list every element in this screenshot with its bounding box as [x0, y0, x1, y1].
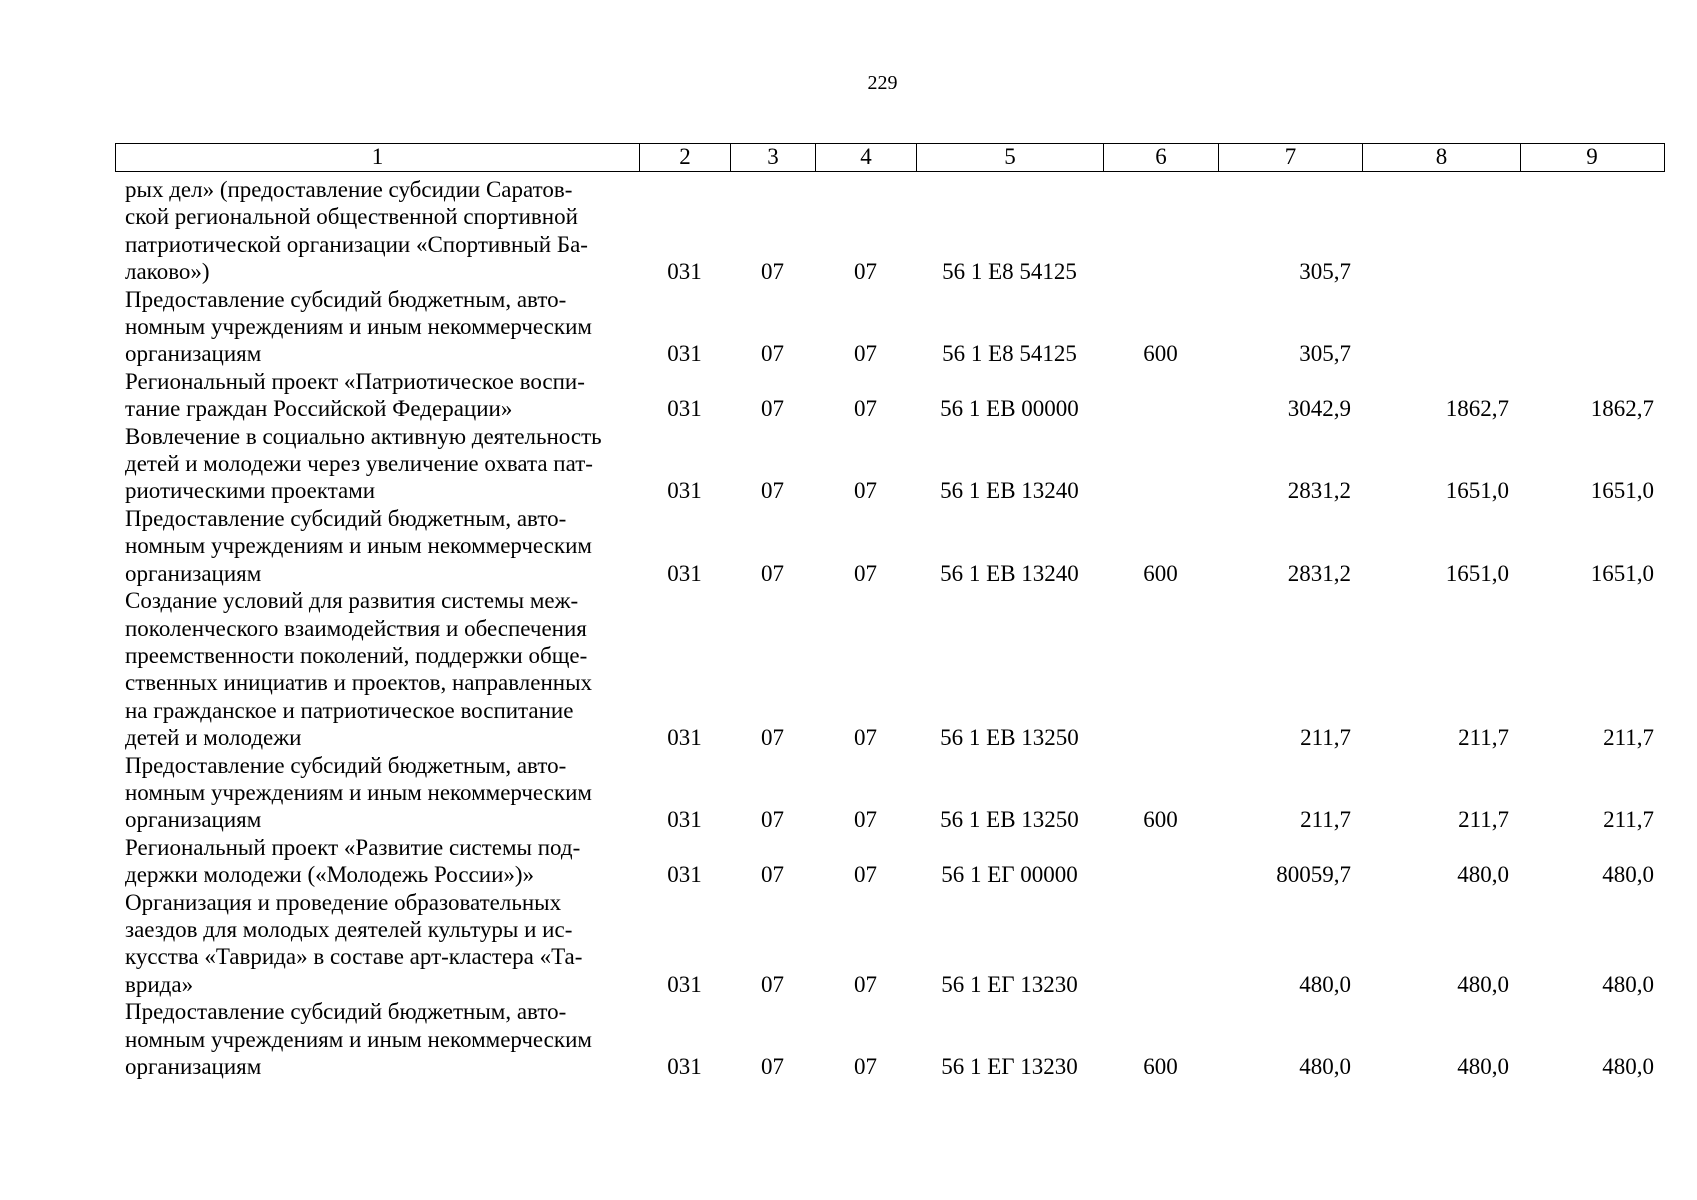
cell-amount-col8: 211,7 [1458, 807, 1509, 833]
cell-amount-col7: 80059,7 [1276, 862, 1351, 888]
cell-subsection: 07 [854, 560, 877, 586]
cell-admin-code: 031 [667, 971, 702, 997]
description-line: ской региональной общественной спортивной [125, 204, 578, 230]
cell-section: 07 [761, 725, 784, 751]
cell-target-article: 56 1 ЕГ 00000 [941, 862, 1078, 888]
cell-section: 07 [761, 560, 784, 586]
cell-admin-code: 031 [667, 478, 702, 504]
cell-admin-code: 031 [667, 862, 702, 888]
description-line: детей и молодежи через увеличение охвата пат- [125, 451, 593, 477]
cell-target-article: 56 1 Е8 54125 [942, 341, 1077, 367]
table-body [115, 176, 1665, 1080]
description-line: Региональный проект «Патриотическое воспи- [125, 368, 585, 394]
description-line: номным учреждениям и иным некоммерческим [125, 533, 592, 559]
description-line: Вовлечение в социально активную деятельность [125, 423, 602, 449]
cell-amount-col7: 211,7 [1300, 725, 1351, 751]
cell-subsection: 07 [854, 971, 877, 997]
cell-amount-col9: 480,0 [1602, 1054, 1654, 1079]
row-description [115, 889, 639, 999]
description-line: Предоставление субсидий бюджетным, авто- [125, 505, 567, 531]
description-line: заездов для молодых деятелей культуры и ис- [125, 916, 573, 942]
cell-subsection: 07 [854, 259, 877, 285]
cell-amount-col7: 480,0 [1299, 971, 1351, 997]
page-number: 229 [867, 72, 898, 94]
description-line: патриотической организации «Спортивный Ба- [125, 231, 588, 257]
cell-amount-col8: 1862,7 [1445, 396, 1509, 422]
description-line: организациям [125, 807, 262, 833]
description-line: детей и молодежи [125, 725, 302, 751]
cell-subsection: 07 [854, 1054, 877, 1079]
cell-amount-col9: 211,7 [1603, 725, 1654, 751]
table-header [115, 143, 1665, 172]
cell-target-article: 56 1 Е8 54125 [942, 259, 1077, 285]
cell-section: 07 [761, 478, 784, 504]
cell-amount-col9: 211,7 [1603, 807, 1654, 833]
column-header-3: 3 [731, 144, 816, 171]
description-line: Создание условий для развития системы меж- [125, 588, 579, 614]
cell-amount-col8: 480,0 [1457, 971, 1509, 997]
row-description [115, 587, 639, 751]
cell-expense-type: 600 [1143, 807, 1178, 833]
description-line: держки молодежи («Молодежь России»)» [125, 862, 535, 888]
description-line: риотическими проектами [125, 478, 376, 504]
description-line: врида» [125, 971, 194, 997]
cell-subsection: 07 [854, 725, 877, 751]
cell-amount-col7: 480,0 [1299, 1054, 1351, 1079]
cell-section: 07 [761, 807, 784, 833]
cell-admin-code: 031 [667, 725, 702, 751]
cell-section: 07 [761, 341, 784, 367]
cell-amount-col9: 1651,0 [1590, 560, 1654, 586]
cell-admin-code: 031 [667, 341, 702, 367]
row-description [115, 368, 639, 423]
row-description [115, 423, 639, 505]
cell-amount-col9: 1651,0 [1590, 478, 1654, 504]
cell-subsection: 07 [854, 478, 877, 504]
row-description [115, 752, 639, 834]
cell-amount-col8: 480,0 [1457, 1054, 1509, 1079]
cell-section: 07 [761, 971, 784, 997]
description-line: Предоставление субсидий бюджетным, авто- [125, 286, 567, 312]
table-row [115, 889, 1665, 999]
cell-section: 07 [761, 862, 784, 888]
description-line: организациям [125, 341, 262, 367]
table-row [115, 286, 1665, 368]
cell-subsection: 07 [854, 862, 877, 888]
cell-amount-col7: 2831,2 [1287, 478, 1351, 504]
cell-expense-type: 600 [1143, 341, 1178, 367]
cell-target-article: 56 1 ЕВ 13240 [940, 560, 1079, 586]
cell-amount-col9: 480,0 [1602, 862, 1654, 888]
cell-admin-code: 031 [667, 259, 702, 285]
cell-admin-code: 031 [667, 560, 702, 586]
column-header-1: 1 [116, 144, 640, 171]
column-header-4: 4 [816, 144, 917, 171]
description-line: на гражданское и патриотическое воспитание [125, 697, 574, 723]
description-line: номным учреждениям и иным некоммерческим [125, 1026, 592, 1052]
cell-section: 07 [761, 259, 784, 285]
cell-target-article: 56 1 ЕВ 13250 [940, 725, 1079, 751]
table-row [115, 834, 1665, 889]
cell-admin-code: 031 [667, 807, 702, 833]
description-line: номным учреждениям и иным некоммерческим [125, 779, 592, 805]
cell-expense-type: 600 [1143, 560, 1178, 586]
description-line: Региональный проект «Развитие системы под- [125, 834, 581, 860]
table-row [115, 752, 1665, 834]
cell-subsection: 07 [854, 396, 877, 422]
table-row [115, 587, 1665, 751]
table-row [115, 423, 1665, 505]
cell-subsection: 07 [854, 341, 877, 367]
description-line: организациям [125, 560, 262, 586]
description-line: ственных инициатив и проектов, направленных [125, 670, 593, 696]
cell-amount-col7: 2831,2 [1287, 560, 1351, 586]
cell-amount-col8: 211,7 [1458, 725, 1509, 751]
cell-amount-col8: 480,0 [1457, 862, 1509, 888]
column-header-6: 6 [1104, 144, 1219, 171]
table-row [115, 998, 1665, 1080]
cell-amount-col7: 3042,9 [1287, 396, 1351, 422]
description-line: кусства «Таврида» в составе арт-кластера «Та- [125, 944, 583, 970]
cell-amount-col7: 211,7 [1300, 807, 1351, 833]
column-header-2: 2 [640, 144, 731, 171]
cell-target-article: 56 1 ЕВ 00000 [940, 396, 1079, 422]
cell-target-article: 56 1 ЕГ 13230 [941, 1054, 1078, 1079]
table-row [115, 176, 1665, 286]
cell-target-article: 56 1 ЕГ 13230 [941, 971, 1078, 997]
row-description [115, 505, 639, 587]
description-line: преемственности поколений, поддержки обще- [125, 642, 588, 668]
row-description [115, 176, 639, 286]
table-row [115, 368, 1665, 423]
description-line: лаково») [125, 259, 210, 285]
cell-subsection: 07 [854, 807, 877, 833]
cell-expense-type: 600 [1143, 1054, 1178, 1079]
cell-target-article: 56 1 ЕВ 13250 [940, 807, 1079, 833]
row-description [115, 998, 639, 1080]
description-line: Предоставление субсидий бюджетным, авто- [125, 999, 567, 1025]
description-line: поколенческого взаимодействия и обеспечения [125, 615, 587, 641]
cell-amount-col7: 305,7 [1299, 259, 1351, 285]
description-line: Предоставление субсидий бюджетным, авто- [125, 752, 567, 778]
description-line: номным учреждениям и иным некоммерческим [125, 314, 592, 340]
description-line: рых дел» (предоставление субсидии Саратов- [125, 177, 573, 202]
description-line: организациям [125, 1054, 262, 1079]
cell-section: 07 [761, 396, 784, 422]
column-header-7: 7 [1219, 144, 1363, 171]
cell-admin-code: 031 [667, 1054, 702, 1079]
cell-target-article: 56 1 ЕВ 13240 [940, 478, 1079, 504]
cell-amount-col8: 1651,0 [1445, 560, 1509, 586]
cell-amount-col7: 305,7 [1299, 341, 1351, 367]
table-row [115, 505, 1665, 587]
cell-amount-col8: 1651,0 [1445, 478, 1509, 504]
column-header-9: 9 [1586, 144, 1598, 169]
cell-amount-col9: 1862,7 [1590, 396, 1654, 422]
cell-amount-col9: 480,0 [1602, 971, 1654, 997]
row-description [115, 286, 639, 368]
cell-admin-code: 031 [667, 396, 702, 422]
column-header-5: 5 [917, 144, 1104, 171]
description-line: тание граждан Российской Федерации» [125, 396, 513, 422]
column-header-8: 8 [1363, 144, 1521, 171]
description-line: Организация и проведение образовательных [125, 889, 562, 915]
row-description [115, 834, 639, 889]
cell-section: 07 [761, 1054, 784, 1079]
